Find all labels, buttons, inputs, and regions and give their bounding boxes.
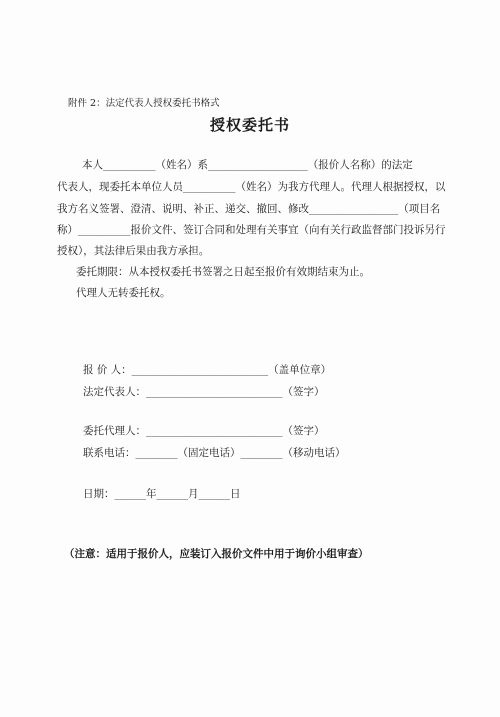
validity-period: 委托期限：从本授权委托书签署之日起至报价有效期结束为止。 — [76, 266, 370, 278]
document-title: 授权委托书 — [209, 116, 290, 134]
body-line-3: 我方名义签署、澄清、说明、补正、递交、撤回、修改_________________（项目名 — [57, 203, 441, 215]
no-subdelegation: 代理人无转委托权。 — [76, 287, 171, 299]
body-line-2: 代表人，现委托本单位人员__________（姓名）为我方代理人。代理人根据授权，以 — [57, 181, 446, 193]
body-line-5: 授权），其法律后果由我方承担。 — [57, 245, 210, 257]
bidder-line: 报 价 人：__________________________（盖单位章） — [83, 364, 332, 376]
attachment-label: 附件 2：法定代表人授权委托书格式 — [68, 98, 220, 109]
agent-line: 委托代理人：__________________________（签字） — [83, 425, 325, 437]
note-text: （注意：适用于报价人，应装订入报价文件中用于询价小组审查） — [64, 548, 369, 560]
body-line-1: 本人__________（姓名）系___________________（报价人名称）的法定 — [82, 159, 413, 171]
legal-representative-line: 法定代表人：__________________________（签字） — [83, 386, 325, 398]
date-line: 日期：______年______月______日 — [83, 488, 241, 500]
body-line-4: 称）__________报价文件、签订合同和处理有关事宜（向有关行政监督部门投诉另行 — [57, 224, 446, 236]
contact-phone-line: 联系电话：________（固定电话）________（移动电话） — [83, 447, 346, 459]
